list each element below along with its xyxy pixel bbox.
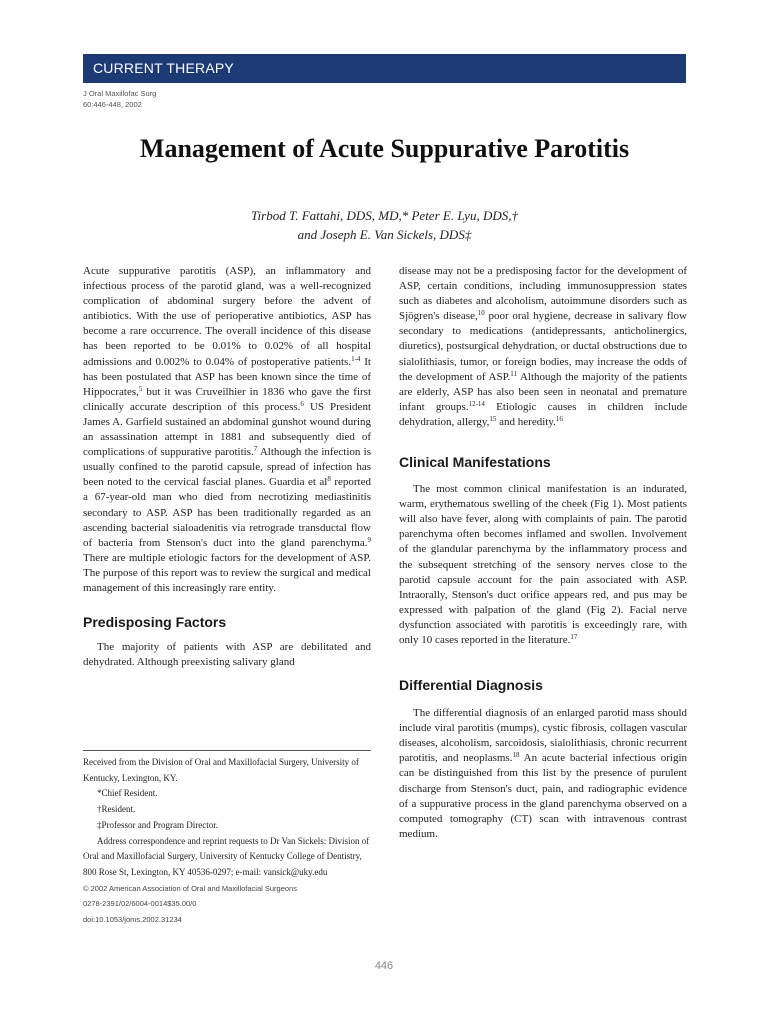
footnote-issn: 0278-2391/02/6004-0014$35.00/0	[83, 899, 197, 909]
citation-journal: J Oral Maxillofac Surg	[83, 89, 157, 98]
authors-line-2: and Joseph E. Van Sickels, DDS‡	[297, 227, 472, 242]
footnote-copyright: © 2002 American Association of Oral and Maxillofacial Surgeons	[83, 883, 297, 893]
intro-paragraph: Acute suppurative parotitis (ASP), an inflammatory and infectious process of the parotid gland, was a well-recognized complication of abdominal surgery before the advent of antibiotics. With the use of perioperative antibiotics, ASP has become a rare occurrence. The overall incidence of this disease has been reported to be 0.01% to 0.02% of all hospital admissions and 0.002% to 0.04% of postoperative patients.$^{1-4}$ It has been postulated that ASP has been known since the time of Hippocrates,$^5$ but it was Cruveilhier in 1836 who gave the first clinically accurate description of this process.$^6$ US President James A. Garfield sustained an abdominal gunshot wound during an assassination attempt in 1881 and subsequently died of complications of suppurative parotitis.$^7$ Although the infection is usually confined to the parotid capsule, spread of infection has been noted to the cervical fascial planes. Guardia et $al^8$ reported a 67-year-old man who died from necrotizing mediastinitis secondary to ASP. ASP has been traditionally regarded as an ascending bacterial sialoadenitis via retrograde transductal flow of bacteria from Stenson's duct into the gland parenchyma.$^9$ There are multiple etiologic factors for the development of ASP. The purpose of this report was to review the surgical and medical management of this increasingly rare entity.	[83, 265, 371, 594]
footnote-resident: †Resident.	[97, 804, 136, 815]
section-banner: CURRENT THERAPY	[83, 54, 686, 83]
differential-paragraph: The differential diagnosis of an enlarged parotid mass should include viral parotitis (mumps), cystic fibrosis, collagen vascular diseases, alcoholism, sarcoidosis, sialolithiasis, chronic recurrent parotitis, and neoplasms.$^{18}$ An acute bacterial infectious origin can be distinguished from this list by the presence of purulent discharge from Stenson's duct, pain, and radiographic evidence of a suppurative process in the gland parenchyma observed on a computed tomography (CT) scan with intravenous contrast medium.	[399, 707, 687, 840]
journal-citation	[83, 88, 156, 110]
article-title: Management of Acute Suppurative Parotitis	[139, 134, 630, 163]
footnote-received: Received from the Division of Oral and Maxillofacial Surgery, University of Kentucky, Lexington, KY.	[83, 757, 359, 783]
clinical-paragraph: The most common clinical manifestation is an indurated, warm, erythematous swelling of the cheek (Fig 1). Most patients will also have fever, along with complaints of pain. The parotid parenchyma often becomes inflamed and swollen. Involvement of the glandular parenchyma by the inflammatory process and the subsequent stretching of the sensory nerves close to the parotid capsule account for the pain associated with ASP. Intraorally, Stenson's duct orifice appears red, and pus may be expressed with palpation of the gland (Fig 2). Facial nerve dysfunction associated with parotitis is exceedingly rare, with only 10 cases reported in the literature.$^{17}$	[399, 483, 687, 646]
predisposing-paragraph-continued: disease may not be a predisposing factor for the development of ASP, certain conditions, including immunosuppression states such as diabetes and alcoholism, autoimmune disorders such as Sjögren's disease,$^{10}$ poor oral hygiene, decrease in salivary flow secondary to medications (antidepressants, anticholinergics, diuretics), postsurgical dehydration, or ductal obstructions due to sialolithiasis, tumor, or foreign bodies, may increase the odds of the development of ASP.$^{11}$ Although the majority of the patients are elderly, ASP has also been seen in neonatal and premature infant groups.$^{12-14}$ Etiologic causes in children include dehydration, allergy,$^{15}$ and heredity.$^{16}$	[399, 265, 687, 428]
authors-line-1: Tirbod T. Fattahi, DDS, MD,* Peter E. Lyu, DDS,†	[251, 208, 518, 223]
footnote-doi: doi:10.1053/joms.2002.31234	[83, 915, 182, 925]
heading-clinical-manifestations: Clinical Manifestations	[399, 454, 551, 471]
footnote-professor: ‡Professor and Program Director.	[97, 819, 218, 830]
footnote-chief-resident: *Chief Resident.	[97, 788, 158, 799]
page-number: 446	[374, 960, 394, 972]
predisposing-paragraph-start: The majority of patients with ASP are debilitated and dehydrated. Although preexisting salivary gland	[83, 641, 371, 669]
footnotes	[83, 750, 371, 928]
heading-predisposing-factors: Predisposing Factors	[83, 614, 227, 631]
right-column	[399, 264, 687, 842]
author-list	[83, 206, 686, 244]
left-column	[83, 264, 371, 670]
footnote-address: Address correspondence and reprint requests to Dr Van Sickels: Division of Oral and Maxillofacial Surgery, University of Kentucky College of Dentistry, 800 Rose St, Lexington, KY 40536-0297; e-mail: vansick@uky.edu	[83, 835, 370, 877]
heading-differential-diagnosis: Differential Diagnosis	[399, 677, 543, 694]
citation-volume: 60:446-448, 2002	[83, 100, 142, 109]
